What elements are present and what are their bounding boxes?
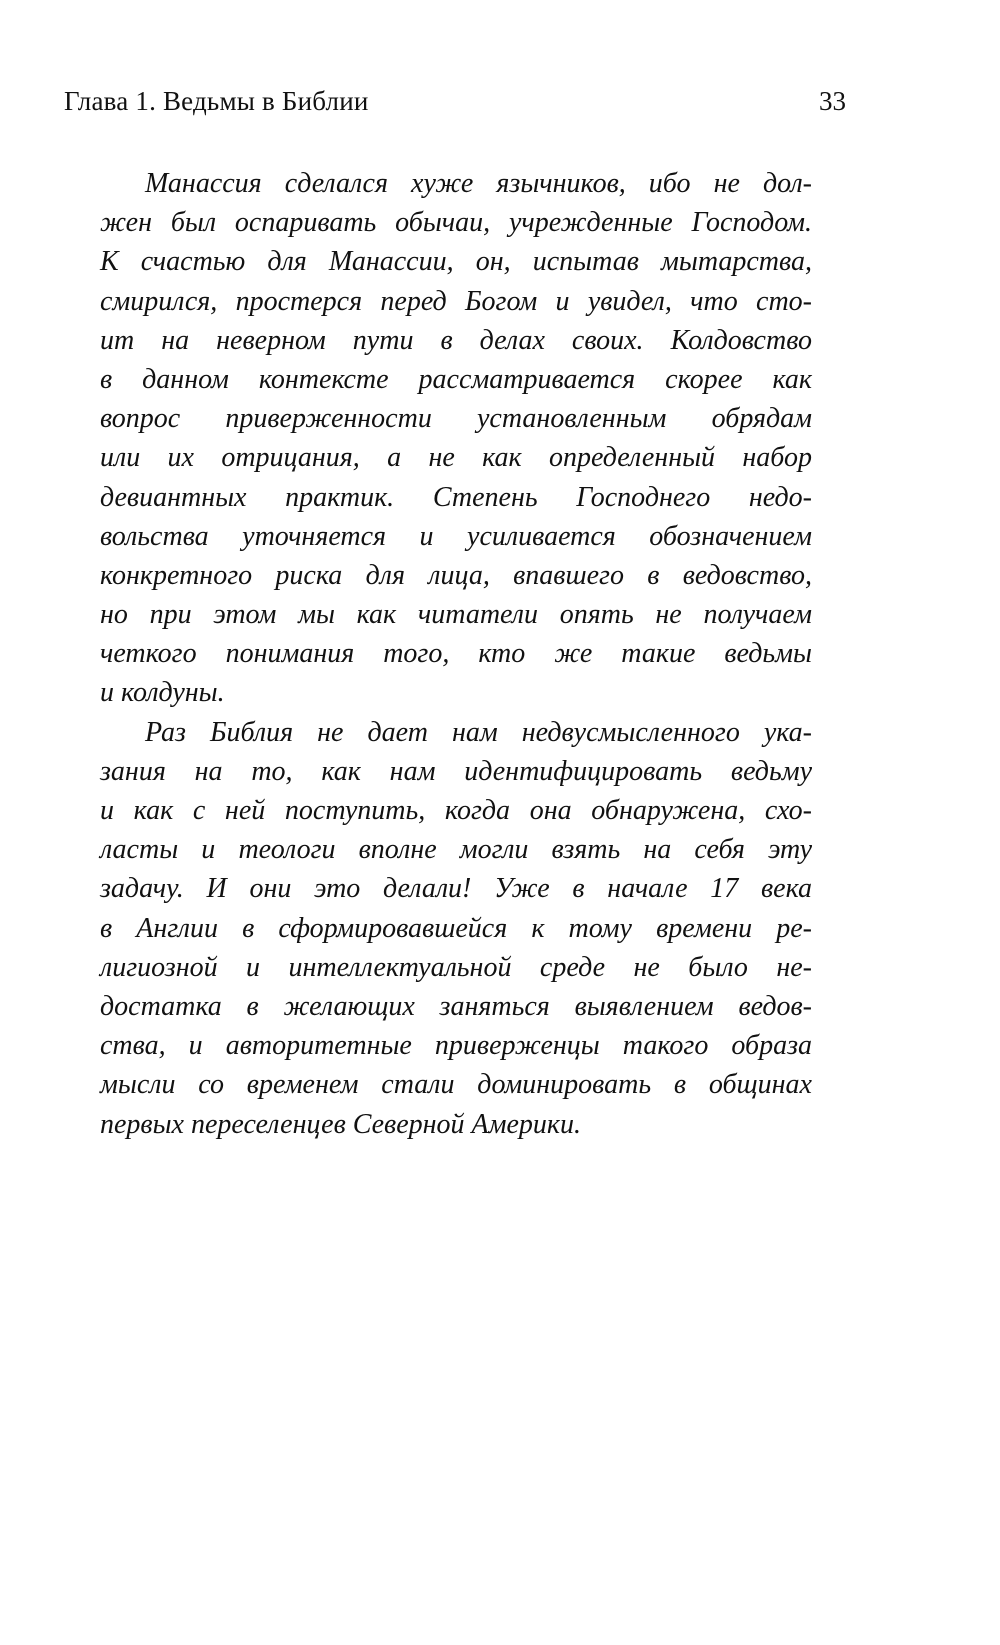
- text-line: вольства уточняется и усиливается обозначением: [100, 520, 812, 552]
- text-line: девиантных практик. Степень Господнего недо-: [100, 481, 812, 513]
- text-line: лигиозной и интеллектуальной среде не было не-: [100, 951, 812, 983]
- text-line: Раз Библия не дает нам недвусмысленного ука-: [145, 716, 812, 748]
- text-line: достатка в желающих заняться выявлением ведов-: [100, 990, 812, 1022]
- running-head-chapter-title: Глава 1. Ведьмы в Библии: [64, 86, 369, 116]
- body-text: [100, 164, 812, 1144]
- text-line: конкретного риска для лица, впавшего в ведовство,: [100, 559, 812, 591]
- text-line: и как с ней поступить, когда она обнаружена, схо-: [100, 795, 812, 826]
- text-line: четкого понимания того, кто же такие ведьмы: [100, 638, 812, 670]
- text-line: и колдуны.: [100, 677, 225, 709]
- text-line: в Англии в сформировавшейся к тому времени ре-: [100, 912, 812, 944]
- text-line: или их отрицания, а не как определенный набор: [100, 442, 812, 474]
- text-line: жен был оспаривать обычаи, учрежденные Господом.: [100, 207, 812, 239]
- text-line: задачу. И они это делали! Уже в начале 17 века: [100, 873, 812, 905]
- text-line: ства, и авторитетные приверженцы такого образа: [100, 1030, 812, 1062]
- text-line: но при этом мы как читатели опять не получаем: [100, 599, 812, 631]
- page-number: 33: [819, 86, 846, 116]
- text-line: ит на неверном пути в делах своих. Колдовство: [100, 324, 812, 356]
- text-line: К счастью для Манассии, он, испытав мытарства,: [100, 246, 812, 278]
- text-line: ласты и теологи вполне могли взять на себя эту: [100, 834, 812, 866]
- text-line: вопрос приверженности установленным обрядам: [100, 403, 812, 435]
- text-line: мысли со временем стали доминировать в общинах: [100, 1069, 812, 1101]
- text-line: Манассия сделался хуже язычников, ибо не дол-: [145, 168, 812, 199]
- text-line: первых переселенцев Северной Америки.: [100, 1108, 582, 1140]
- paragraph-2: [100, 713, 812, 1144]
- text-line: в данном контексте рассматривается скорее как: [100, 363, 812, 395]
- text-line: зания на то, как нам идентифицировать ведьму: [100, 755, 812, 787]
- text-line: смирился, простерся перед Богом и увидел, что сто-: [100, 285, 812, 317]
- paragraph-1: [100, 164, 812, 713]
